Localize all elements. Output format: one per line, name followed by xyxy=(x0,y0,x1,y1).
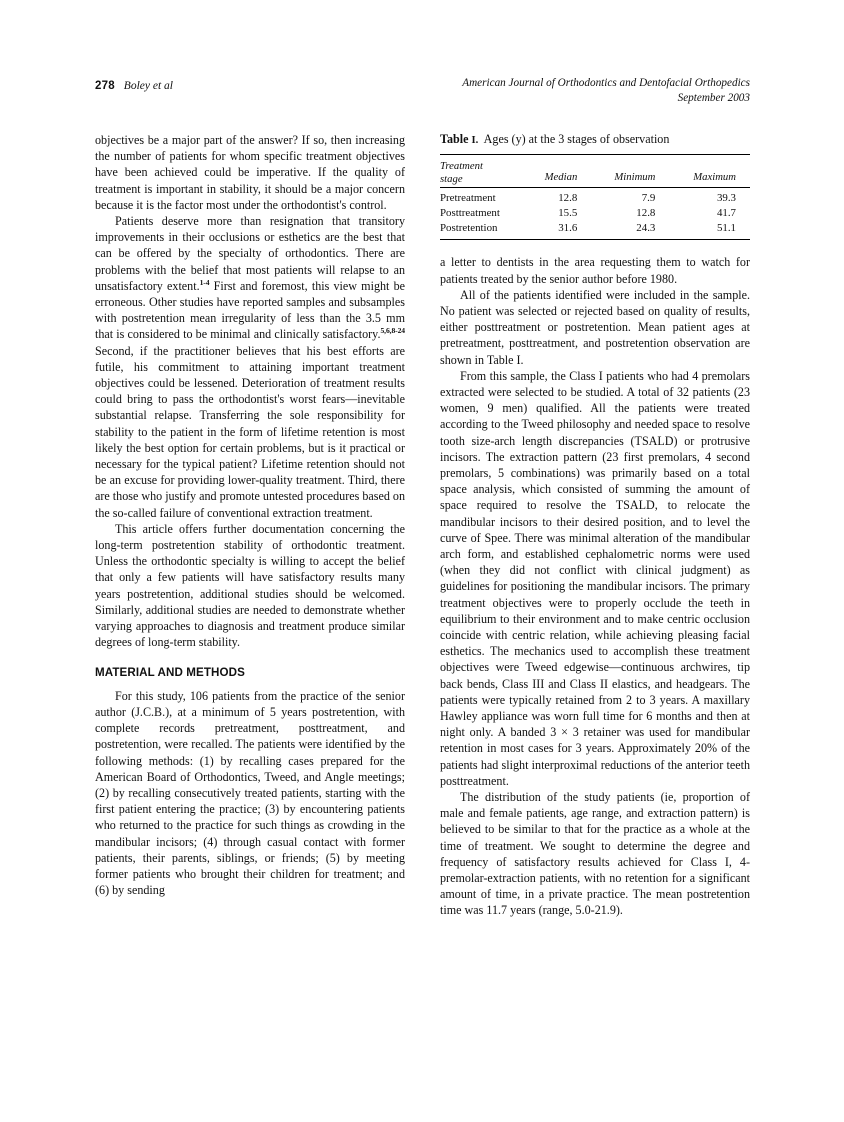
paragraph: a letter to dentists in the area requesting them to watch for patients treated by the senior author before 1980. xyxy=(440,255,750,286)
table-body xyxy=(440,188,750,240)
cell-minimum: 7.9 xyxy=(591,188,669,207)
table-number: I. xyxy=(471,135,479,146)
table-header-row xyxy=(440,155,750,188)
stub-header-line1: Treatment xyxy=(440,160,483,172)
page-number: 278 xyxy=(95,80,115,92)
paragraph: This article offers further documentation concerning the long-term postretention stability of orthodontic treatment. Unless the orthodontic specialty is willing to accept the belief that only a few patients will have satisfactory results many years postretention, additional studies should be welcomed. Similarly, additional studies are needed to demonstrate whether varying approaches to diagnosis and treatment produce similar degrees of long-term stability. xyxy=(95,521,405,650)
left-column xyxy=(95,132,405,898)
table-label xyxy=(440,132,478,146)
paragraph-with-citations xyxy=(95,213,405,521)
citation-reference: 5,6,8-24 xyxy=(380,326,405,336)
column-header-maximum: Maximum xyxy=(669,155,750,188)
cell-maximum: 41.7 xyxy=(716,206,736,219)
table-block xyxy=(440,132,750,240)
table-row xyxy=(440,188,750,207)
citation-reference: 1-4 xyxy=(199,277,210,287)
cell-maximum: 39.3 xyxy=(669,188,750,207)
table-label-text: Table xyxy=(440,132,469,146)
paragraph: For this study, 106 patients from the practice of the senior author (J.C.B.), at a minimum of 5 years postretention, with complete records pretreatment, posttreatment, and postretention, were recalled. The patients were identified by the following methods: (1) by recalling cases prepared for the American Board of Orthodontics, Tweed, and Angle meetings; (2) by recalling consecutively treated patients, starting with the first patient entering the practice; (3) by encountering patients who returned to the practice for such things as crowding in the mandibular incisors; (4) through casual contact with former patients, their parents, siblings, or friends; (5) by meeting former patients who brought their children for treatment; and (6) by sending xyxy=(95,688,405,898)
stub-header-line2: stage xyxy=(440,172,463,185)
table-row xyxy=(440,206,750,221)
journal-title: American Journal of Orthodontics and Dentofacial Orthopedics xyxy=(462,77,750,89)
paragraph-text-part: Patients deserve more than resignation that transitory improvements in their occlusions or esthetics are the best that can be offered by the specialty of orthodontics. There are problems with the belief that most patients will relapse to an unsatisfactory extent. xyxy=(95,214,405,293)
column-header-median: Median xyxy=(525,155,591,188)
cell-minimum: 24.3 xyxy=(591,221,669,240)
running-head-left xyxy=(95,76,173,94)
paragraph: objectives be a major part of the answer? If so, then increasing the number of patients for whom specific treatment objectives have been achieved could be imperative. If the quality of treatment is important in stability, it should be a major concern because it is the factor most under the orthodontist's control. xyxy=(95,133,405,212)
running-head xyxy=(95,76,750,110)
cell-stage: Postretention xyxy=(440,221,525,240)
paragraph-text-part: First and foremost, this view might be erroneous. Other studies have reported samples and subsamples with postretention mean irregularity of less than the 3.5 mm that is considered to be minimal and clinically satisfactory. xyxy=(95,278,406,342)
paragraph-text-part: Second, if the practitioner believes that his best efforts are futile, his commitment to attaining important treatment objectives could be lessened. Deterioration of treatment results could bring to pass the orthodontist's worst fears—inevitable substantial relapse. Transferring the sole responsibility for stability to the patient in the form of lifetime retention is most likely the best option for certain problems, but is it practical or necessary for the typical patient? Lifetime retention should not be an excuse for providing lower-quality treatment. Third, there are those who justify and promote untested procedures based on the so-called failure of conventional extraction treatment. xyxy=(95,343,405,520)
right-column xyxy=(440,132,750,919)
running-head-right xyxy=(462,76,750,106)
section-heading-material-and-methods: MATERIAL AND METHODS xyxy=(95,665,245,679)
cell-median: 12.8 xyxy=(525,188,591,207)
table-caption xyxy=(440,132,750,148)
column-header-minimum: Minimum xyxy=(591,155,669,188)
ages-table xyxy=(440,154,750,240)
table-header xyxy=(440,155,750,188)
running-head-author: Boley et al xyxy=(123,80,173,92)
paragraph: The distribution of the study patients (ie, proportion of male and female patients, age range, and extraction pattern) is believed to be similar to that for the practice as a whole at the time of treatment. We sought to determine the degree and frequency of satisfactory results achieved for Class I, 4-premolar-extraction patients, with no retention for a significant amount of time, in a private practice. The mean postretention time was 11.7 years (range, 5.0-21.9). xyxy=(440,790,750,918)
table-row xyxy=(440,221,750,240)
cell-stage: Pretreatment xyxy=(440,188,525,207)
paragraph: From this sample, the Class I patients who had 4 premolars extracted were selected to be studied. A total of 32 patients (23 women, 9 men) qualified. All the patients were treated according to the Tweed philosophy and needed space to resolve tooth size-arch length discrepancies (TSALD) or protrusive incisors. The extraction pattern (23 first premolars, 4 second premolars, 5 combinations) was primarily based on a total space analysis, which consisted of summing the amount of space required to resolve the TSALD, to relocate the mandibular incisors to their desired position, and to level the curve of Spee. There was minimal alteration of the mandibular arch form, and established cephalometric norms were used (when they did not conflict with clinical judgment) as guidelines for positioning the mandibular incisors. The primary treatment objectives were to properly occlude the teeth in equilibrium to their environment and to make centric occlusion coincide with centric relation, while achieving pleasing facial esthetics. The mechanics used to accomplish these treatment objectives were Tweed edgewise—continuous archwires, tip back bends, Class III and Class II elastics, and headgears. The patients were typically retained from 2 to 3 years. A maxillary Hawley appliance was worn full time for 6 months and then at night only. A banded 3 × 3 retainer was used for mandibular retention in most cases for 3 years. Approximately 20% of the patients had slight interproximal reductions of the anterior teeth posttreatment. xyxy=(440,368,750,788)
cell-median: 31.6 xyxy=(525,221,591,240)
cell-maximum: 51.1 xyxy=(669,221,750,240)
cell-stage: Posttreatment xyxy=(440,206,500,219)
cell-median: 15.5 xyxy=(558,206,578,219)
issue-date: September 2003 xyxy=(677,92,750,104)
paragraph: All of the patients identified were included in the sample. No patient was selected or rejected based on quality of results, either posttreatment or postretention. Mean patient ages at pretreatment, posttreatment, and postretention observation are shown in Table I. xyxy=(440,287,750,367)
table-caption-text: Ages (y) at the 3 stages of observation xyxy=(483,132,670,146)
cell-minimum: 12.8 xyxy=(636,206,656,219)
column-header-treatment-stage xyxy=(440,155,525,188)
